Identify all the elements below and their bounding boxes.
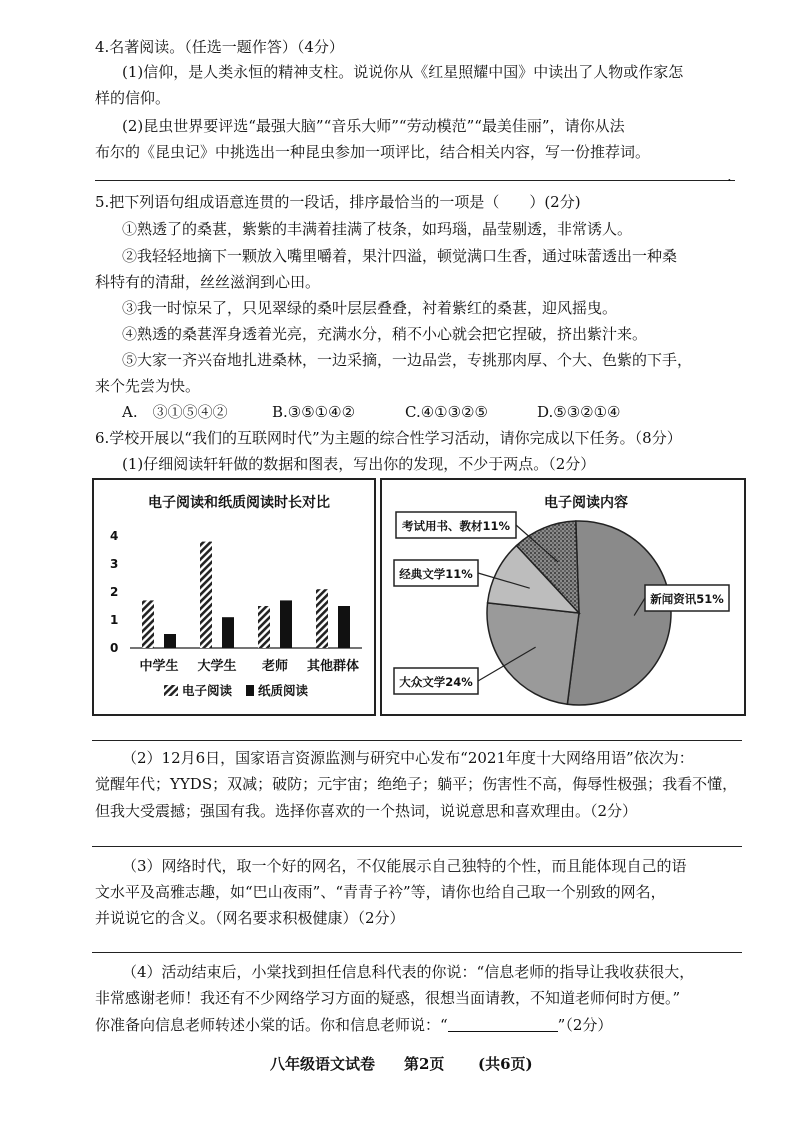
bar-paper (164, 634, 176, 648)
pie-slice (487, 603, 579, 704)
q4-end-mark: . (727, 167, 732, 185)
y-tick-label: 1 (110, 613, 119, 627)
q5-option-a[interactable]: A. ③①⑤④② (122, 403, 228, 421)
q5-option-c[interactable]: C.④①③②⑤ (405, 403, 488, 421)
q6-sub3-line3: 并说说它的含义。（网名要求积极健康）（2分） (95, 909, 405, 927)
bar-paper (338, 606, 350, 648)
q6-sub4-blank[interactable] (448, 1017, 558, 1032)
x-tick-label: 中学生 (139, 659, 179, 674)
footer-page: 第2页 (404, 1055, 445, 1073)
q4-option1-line2: 样的信仰。 (95, 89, 171, 107)
q6-sub4-line1: （4）活动结束后，小棠找到担任信息科代表的你说：“信息老师的指导让我收获很大， (122, 963, 695, 981)
q6-sub1-answer-line[interactable] (92, 740, 742, 741)
y-tick-label: 2 (110, 585, 119, 599)
bar-chart-panel (92, 478, 376, 716)
q4-title: 4.名著阅读。（任选一题作答）（4分） (95, 38, 344, 56)
q4-option2-line1: (2)昆虫世界要评选“最强大脑”“音乐大师”“劳动模范”“最美佳丽”，请你从法 (122, 117, 625, 135)
y-tick-label: 4 (110, 529, 119, 543)
pie-label: 新闻资讯51% (650, 592, 724, 606)
q6-sub3-answer-line[interactable] (92, 952, 742, 953)
pie-label: 大众文学24% (399, 675, 473, 689)
x-tick-label: 老师 (261, 659, 289, 674)
q4-option2-line2: 布尔的《昆虫记》中挑选出一种昆虫参加一项评比，结合相关内容，写一份推荐词。 (95, 143, 651, 161)
bar-electronic (142, 600, 154, 648)
q4-option1-line1: (1)信仰，是人类永恒的精神支柱。说说你从《红星照耀中国》中读出了人物或作家怎 (122, 63, 684, 81)
q6-sub2-line1: （2）12月6日，国家语言资源监测与研究中心发布“2021年度十大网络用语”依次为： (122, 749, 694, 767)
bar-chart (94, 480, 374, 714)
q5-sentence-2-line2: 科特有的清甜，丝丝滋润到心田。 (95, 273, 321, 291)
footer-total: (共6页) (478, 1055, 533, 1073)
q5-sentence-3: ③我一时惊呆了，只见翠绿的桑叶层层叠叠，衬着紫红的桑葚，迎风摇曳。 (122, 299, 618, 317)
y-tick-label: 3 (110, 557, 119, 571)
q6-sub4-line3 (95, 1015, 612, 1035)
legend-swatch (246, 685, 254, 696)
q6-sub4-line3-end: ”（2分） (557, 1016, 613, 1034)
legend-label: 电子阅读 (182, 683, 233, 698)
x-tick-label: 大学生 (197, 659, 237, 674)
bar-electronic (258, 606, 270, 648)
q5-title: 5.把下列语句组成语意连贯的一段话，排序最恰当的一项是（ ）(2分) (95, 193, 581, 211)
legend-swatch (164, 685, 178, 696)
q6-sub4-line2: 非常感谢老师！我还有不少网络学习方面的疑惑，很想当面请教，不知道老师何时方便。” (95, 989, 681, 1007)
q6-sub3-line1: （3）网络时代，取一个好的网名，不仅能展示自己独特的个性，而且能体现自己的语 (122, 857, 687, 875)
q6-sub2-answer-line[interactable] (92, 846, 742, 847)
q6-sub2-line2: 觉醒年代；YYDS；双减；破防；元宇宙；绝绝子；躺平；伤害性不高，侮辱性极强；我看不懂， (95, 775, 738, 793)
y-tick-label: 0 (110, 641, 119, 655)
q6-title: 6.学校开展以“我们的互联网时代”为主题的综合性学习活动，请你完成以下任务。（8分） (95, 429, 682, 447)
q5-option-b[interactable]: B.③⑤①④② (272, 403, 356, 421)
bar-electronic (316, 589, 328, 648)
q6-sub2-line3: 但我大受震撼；强国有我。选择你喜欢的一个热词，说说意思和喜欢理由。（2分） (95, 802, 638, 820)
bar-chart-title: 电子阅读和纸质阅读时长对比 (148, 495, 330, 511)
q5-sentence-1: ①熟透了的桑葚，紫紫的丰满着挂满了枝条，如玛瑙，晶莹剔透，非常诱人。 (122, 220, 633, 238)
q6-sub4-line3-text: 你准备向信息老师转述小棠的话。你和信息老师说：“ (95, 1016, 448, 1034)
bar-electronic (200, 542, 212, 648)
q6-sub3-line2: 文水平及高雅志趣，如“巴山夜雨”、“青青子衿”等，请你也给自己取一个别致的网名， (95, 883, 666, 901)
q4-answer-line[interactable] (95, 180, 735, 181)
q5-sentence-5-line1: ⑤大家一齐兴奋地扎进桑林，一边采摘，一边品尝，专挑那肉厚、个大、色紫的下手， (122, 351, 693, 369)
bar-paper (222, 617, 234, 648)
pie-label: 经典文学11% (399, 567, 473, 581)
pie-chart-panel (380, 478, 746, 716)
pie-slice (567, 521, 671, 705)
footer-course: 八年级语文试卷 (270, 1055, 376, 1073)
pie-label: 考试用书、教材11% (401, 519, 511, 533)
q6-sub1: (1)仔细阅读轩轩做的数据和图表，写出你的发现，不少于两点。（2分） (122, 455, 596, 473)
x-tick-label: 其他群体 (306, 659, 360, 674)
q5-sentence-2-line1: ②我轻轻地摘下一颗放入嘴里嚼着，果汁四溢，顿觉满口生香，通过味蕾透出一种桑 (122, 247, 678, 265)
bar-paper (280, 600, 292, 648)
q5-sentence-4: ④熟透的桑葚浑身透着光亮，充满水分，稍不小心就会把它捏破，挤出紫汁来。 (122, 325, 648, 343)
pie-chart-title: 电子阅读内容 (544, 495, 628, 511)
q5-option-d[interactable]: D.⑤③②①④ (537, 403, 621, 421)
q5-sentence-5-line2: 来个先尝为快。 (95, 377, 201, 395)
pie-chart (382, 480, 744, 714)
legend-label: 纸质阅读 (258, 683, 309, 698)
